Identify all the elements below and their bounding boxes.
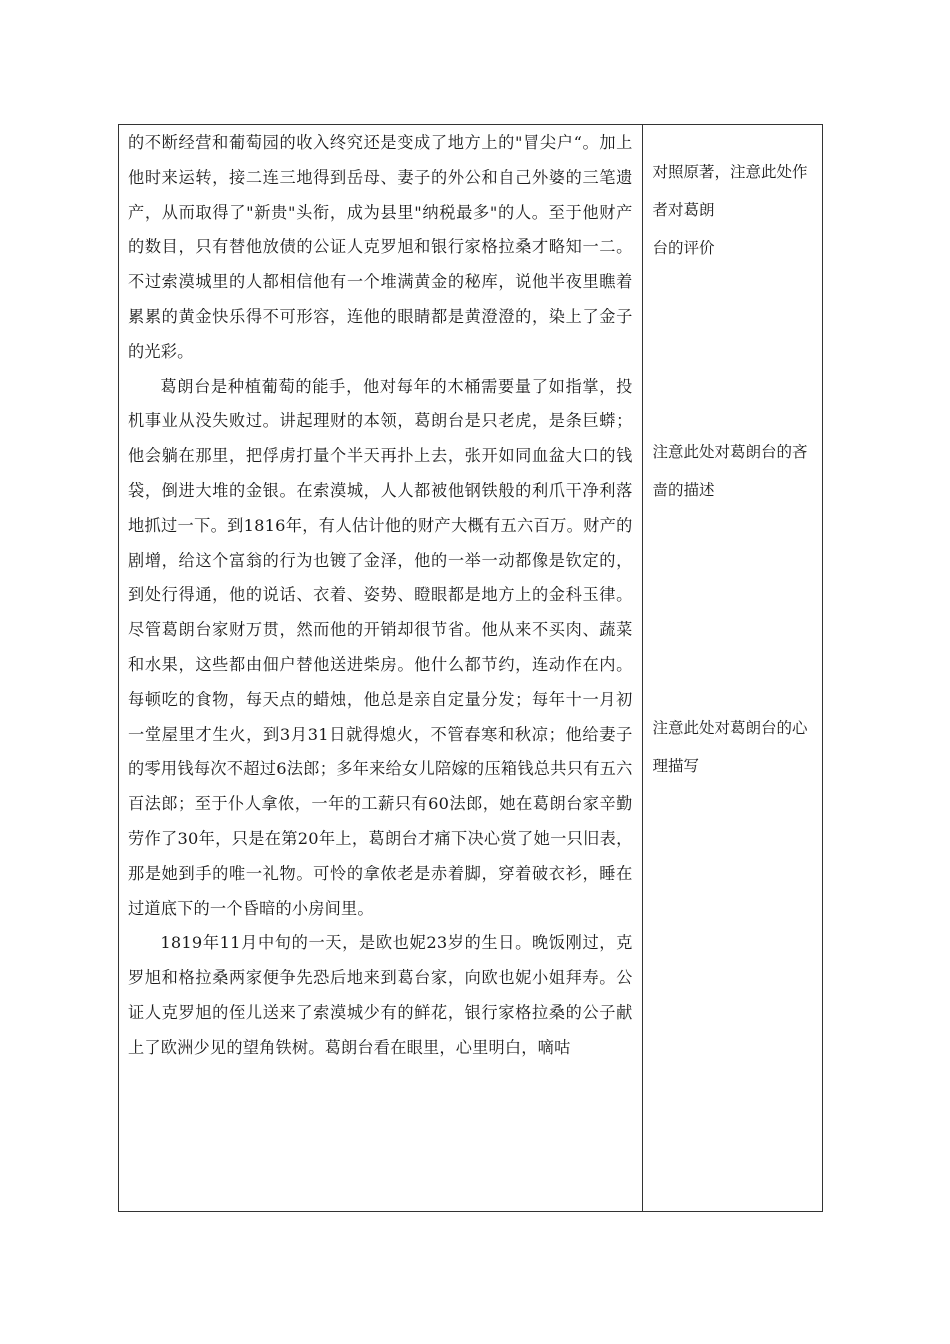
paragraph-1: 的不断经营和葡萄园的收入终究还是变成了地方上的"冒尖户“。加上他时来运转，接二连三地得到岳母、妻子的外公和自己外婆的三笔遗产，从而取得了"新贵"头衔，成为县里"纳税最多"的人。至于他财产的数目，只有替他放债的公证人克罗旭和银行家格拉桑才略知一二。不过索漠城里的人都相信他有一个堆满黄金的秘库，说他半夜里瞧着累累的黄金快乐得不可形容，连他的眼睛都是黄澄澄的，染上了金子的光彩。	[128, 133, 633, 361]
main-text-column	[119, 125, 643, 1211]
side-note-stinginess: 注意此处对葛朗台的吝啬的描述	[652, 443, 808, 499]
notes-column	[643, 125, 822, 1211]
paragraph-2: 葛朗台是种植葡萄的能手，他对每年的木桶需要量了如指掌，投机事业从没失败过。讲起理财的本领，葛朗台是只老虎，是条巨蟒；他会躺在那里，把俘虏打量个半天再扑上去，张开如同血盆大口的钱袋，倒进大堆的金银。在索漠城，人人都被他钢铁般的利爪干净利落地抓过一下。到1816年，有人估计他的财产大概有五六百万。财产的剧增，给这个富翁的行为也镀了金泽，他的一举一动都像是钦定的，到处行得通，他的说话、衣着、姿势、瞪眼都是地方上的金科玉律。尽管葛朗台家财万贯，然而他的开销却很节省。他从来不买肉、蔬菜和水果，这些都由佃户替他送进柴房。他什么都节约，连动作在内。每顿吃的食物，每天点的蜡烛，他总是亲自定量分发；每年十一月初一堂屋里才生火，到3月31日就得熄火，不管春寒和秋凉；他给妻子的零用钱每次不超过6法郎；多年来给女儿陪嫁的压箱钱总共只有五六百法郎；至于仆人拿侬，一年的工薪只有60法郎，她在葛朗台家辛勤劳作了30年，只是在第20年上，葛朗台才痛下决心赏了她一只旧表，那是她到手的唯一礼物。可怜的拿侬老是赤着脚，穿着破衣衫，睡在过道底下的一个昏暗的小房间里。	[128, 376, 633, 918]
side-note-evaluation: 对照原著，注意此处作者对葛朗 台的评价	[652, 163, 808, 257]
side-note-psychology: 注意此处对葛朗台的心理描写	[652, 719, 808, 775]
paragraph-3: 1819年11月中旬的一天，是欧也妮23岁的生日。晚饭刚过，克罗旭和格拉桑两家便争先恐后地来到葛台家，向欧也妮小姐拜寿。公证人克罗旭的侄儿送来了索漠城少有的鲜花，银行家格拉桑的公子献上了欧洲少见的望角铁树。葛朗台看在眼里，心里明白，嘀咕	[128, 933, 633, 1057]
annotation-table	[118, 124, 823, 1212]
